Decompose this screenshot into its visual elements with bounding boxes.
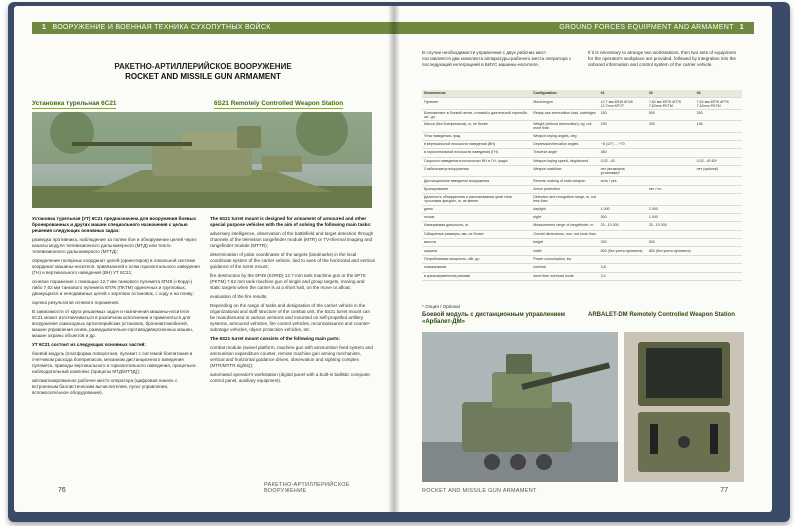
en-intro: The 6S21 turret mount is designed for armament of armoured and other special purpose vehicles with the aim of solving the following main tasks:	[210, 216, 372, 227]
table-cell: Remote cocking of main weapon	[531, 177, 598, 185]
en-item-4: evaluation of the fire results.	[210, 294, 268, 299]
table-cell: ширина	[422, 247, 531, 255]
table-cell: height	[531, 239, 598, 247]
table-row	[422, 205, 742, 213]
table-row	[422, 98, 742, 109]
table-row	[422, 272, 742, 280]
table-cell: нет (optional)	[695, 166, 742, 177]
table-cell	[695, 149, 742, 157]
table-cell	[695, 239, 742, 247]
table-row	[422, 239, 742, 247]
table-cell: Измеряемая дальность, м	[422, 222, 531, 230]
en-part-1: combat module (swivel platform, machine gun with ammunition feed system and ammunition expenditure counter, remote machine gun arming mechanism, vertical and horizontal guidance drives, observation and sighting complex (MTR/MTTR sights));	[210, 345, 373, 368]
table-cell: есть / yes	[599, 177, 647, 185]
right-footer: ROCKET AND MISSILE GUN ARMAMENT	[422, 488, 537, 494]
table-cell: высота	[422, 239, 531, 247]
table-cell	[695, 230, 742, 238]
table-cell	[695, 272, 742, 280]
right-header-text: GROUND FORCES EQUIPMENT AND ARMAMENT	[559, 24, 734, 31]
specification-table	[422, 90, 742, 281]
table-cell: 20...10 000	[599, 222, 647, 230]
table-cell: Бронирование	[422, 185, 531, 193]
table-cell: Weapon laying angles, deg	[531, 132, 598, 140]
table-row	[422, 255, 742, 263]
left-running-header	[32, 22, 392, 34]
table-cell: Traverse angle	[531, 149, 598, 157]
ru-intro: Установка турельная (УТ) 6С21 предназначена для вооружения боевых бронированных и других машин специального назначения с целью решения следующих основных задач:	[32, 216, 197, 233]
table-cell: 20...10 000	[647, 222, 695, 230]
table-row	[422, 247, 742, 255]
title-russian: РАКЕТНО-АРТИЛЛЕРИЙСКОЕ ВООРУЖЕНИЕ	[114, 62, 292, 71]
table-cell	[599, 194, 647, 205]
table-cell: номинальная	[422, 264, 531, 272]
table-cell	[695, 222, 742, 230]
en-item-3: fire destruction by the 6P49 (KORD) 12.7 mm tank machine gun or the 6P7K (PKTM) 7.62 mm tank machine gun of single and group targets, moving and static targets when the carrier is at a short halt, on the move or afloat;	[210, 273, 366, 290]
table-cell: Пулемет	[422, 98, 531, 109]
book-gutter	[388, 6, 400, 512]
table-cell	[695, 140, 742, 148]
table-cell: −8 (10°) ... +70	[599, 140, 647, 148]
table-cell: 800 (без учета пулемета)	[599, 247, 647, 255]
table-cell	[695, 213, 742, 221]
table-cell: в кратковременном режиме	[422, 272, 531, 280]
en-part-2: automated operator's workstation (digital panel with a built-in ballistic computer, control panel, auxiliary equipment).	[210, 372, 371, 383]
table-cell: 7,62 мм 6П7К 6P7K 7.62mm PKTM	[695, 98, 742, 109]
ru-item-4: оценка результатов огневого поражения.	[32, 300, 120, 305]
title-english: ROCKET AND MISSILE GUN ARMAMENT	[125, 72, 281, 81]
table-cell	[647, 132, 695, 140]
table-cell: Ready-use ammunition load, cartridges	[531, 109, 598, 120]
table-row	[422, 213, 742, 221]
turret-photo	[32, 112, 372, 208]
section-title-ru: Установка турельная 6С21	[32, 100, 117, 107]
table-cell	[695, 255, 742, 263]
table-cell	[647, 177, 695, 185]
table-cell	[599, 185, 647, 193]
right-running-header	[392, 22, 754, 34]
weapon-station-photo	[422, 332, 618, 482]
table-cell: нет / no	[647, 185, 695, 193]
table-cell: 360	[599, 149, 647, 157]
en-parts-title: The 6S21 turret mount consists of the following main parts:	[210, 336, 340, 341]
table-cell: Measurement range of rangefinder, m	[531, 222, 598, 230]
table-cell: 920	[599, 239, 647, 247]
table-cell: Detection and recognition range, m, not less than	[531, 194, 598, 205]
table-cell: в вертикальной плоскости наведения (ВН)	[422, 140, 531, 148]
table-cell: 600	[647, 239, 695, 247]
table-cell: 3,8	[599, 264, 647, 272]
table-cell: 800 (без учета пулемета)	[647, 247, 695, 255]
table-cell: 230	[599, 121, 647, 132]
table-row	[422, 121, 742, 132]
left-footer: РАКЕТНО-АРТИЛЛЕРИЙСКОЕ ВООРУЖЕНИЕ	[264, 482, 350, 494]
ru-part-1: боевой модуль (платформа поворотная, пулемет с системой боепитания и счетчиком расхода боеприпасов, механизм дистанционного взведения пулемета, приводы вертикального и горизонтального наведения, прицельно-наблюдательный комплекс (прицелы МТД/МТТД));	[32, 351, 197, 374]
table-cell: Стабилизатор вооружения	[422, 166, 531, 177]
table-cell: Machinegun	[531, 98, 598, 109]
table-cell: Weapon laying speed, deg/second	[531, 157, 598, 165]
table-cell: в горизонтальной плоскости наведения (ГН)	[422, 149, 531, 157]
table-cell	[647, 255, 695, 263]
section-title-en: 6S21 Remotely Controlled Weapon Station	[214, 100, 344, 107]
table-cell: Скорости наведения в плоскостях ВН и ГН, град/с	[422, 157, 531, 165]
table-cell: 136	[695, 121, 742, 132]
table-cell: днем	[422, 205, 531, 213]
table-cell: Боекомплект в боевой ленте, готовый к длительной стрельбе, шт., до	[422, 109, 531, 120]
table-cell: Overall dimensions, mm, not more than	[531, 230, 598, 238]
table-footnote: * Опция / Optional	[422, 304, 460, 309]
table-cell	[647, 140, 695, 148]
table-cell: Потребляемая мощность, кВт, до	[422, 255, 531, 263]
table-row	[422, 194, 742, 205]
table-cell: 7,62 мм 6П7К 6П7К 7.62mm PKTM	[647, 98, 695, 109]
table-cell	[647, 230, 695, 238]
table-row	[422, 109, 742, 120]
table-row	[422, 132, 742, 140]
table-row	[422, 185, 742, 193]
left-header-number: 1	[42, 24, 47, 31]
right-page	[392, 6, 772, 512]
photo-caption-en: ARBALET-DM Remotely Controlled Weapon Station	[588, 312, 735, 318]
table-cell: Габаритные размеры, мм, не более	[422, 230, 531, 238]
right-intro-ru: В случае необходимости управления с двух рабочих мест поставляется два комплекта аппаратуры рабочего места оператора с последующей интеграцией в БИУС машины-носителя.	[422, 50, 572, 67]
table-cell: 200	[647, 121, 695, 132]
table-cell: short time overload mode	[531, 272, 598, 280]
table-cell	[695, 247, 742, 255]
table-cell	[695, 205, 742, 213]
ru-item-3: огневое поражение с помощью 12,7 мм танкового пулемета 6П49 («Корд») либо 7,62 мм танкового пулемета 6П7К (ПКТМ) одиночных и групповых, движущихся и неподвижных целей с коротких остановок, с ходу и на плаву;	[32, 279, 194, 296]
table-header-cell: 01	[599, 90, 647, 98]
table-cell	[647, 194, 695, 205]
table-cell	[695, 185, 742, 193]
table-row	[422, 177, 742, 185]
table-cell	[695, 264, 742, 272]
table-cell: 1 000	[599, 205, 647, 213]
table-cell	[647, 157, 695, 165]
table-cell: ночью	[422, 213, 531, 221]
table-cell	[695, 132, 742, 140]
en-item-1: adversary intelligence, observation of the battlefield and target detection through channels of the television rangefinder module (MTR) or TV-thermal imaging and rangefinder module (MTTR);	[210, 231, 374, 248]
table-cell: Дальность обнаружения и распознавания цели типа «ростовая фигура», м, не менее	[422, 194, 531, 205]
ru-parts-title: УТ 6С21 состоит из следующих основных частей:	[32, 342, 146, 347]
table-cell: Armor protection	[531, 185, 598, 193]
table-cell: 500	[647, 109, 695, 120]
left-header-text: ВООРУЖЕНИЕ И ВОЕННАЯ ТЕХНИКА СУХОПУТНЫХ ВОЙСК	[52, 24, 271, 31]
ru-paragraph: В зависимости от круга решаемых задач и назначения машины-носителя 6С21 может изготавливаться в различном исполнении и применяться для вооружения самоходных артиллерийских установок, бронеавтомобилей, машин управления огнем, разведывательно-противодиверсионных машин, машин охраны объектов и др.	[32, 309, 194, 338]
table-cell: daylight	[531, 205, 598, 213]
table-row	[422, 166, 742, 177]
table-cell: Depression/elevation angles	[531, 140, 598, 148]
table-row	[422, 149, 742, 157]
right-intro-en: If it is necessary to arrange two workstations, then two sets of equipment for the operator's workplace are provided, followed by integration into the onboard information and control system of the carrier vehicle.	[588, 50, 736, 67]
table-header-cell: Configuration	[531, 90, 598, 98]
table-cell: 0,02...40 60*	[695, 157, 742, 165]
table-cell: 12,7 мм 6П49 6П49 12.7mm KPVT	[599, 98, 647, 109]
table-cell: 150	[599, 109, 647, 120]
table-header-cell: 02	[647, 90, 695, 98]
table-row	[422, 230, 742, 238]
table-cell	[599, 132, 647, 140]
table-cell: 250	[695, 109, 742, 120]
table-cell	[695, 177, 742, 185]
left-column-en	[210, 216, 376, 387]
table-cell: width	[531, 247, 598, 255]
table-cell: Дистанционное взведение вооружения	[422, 177, 531, 185]
table-row	[422, 222, 742, 230]
right-header-number: 1	[739, 24, 744, 31]
table-cell: nominal	[531, 264, 598, 272]
table-cell: night	[531, 213, 598, 221]
ru-part-2: автоматизированное рабочее место оператора (цифровая панель с встроенным баллистическим вычислителем, пульт управления, вспомогательное оборудование).	[32, 378, 178, 395]
table-cell: Weight (without ammunition), kg, not more than	[531, 121, 598, 132]
table-header-cell: Исполнение	[422, 90, 531, 98]
table-row	[422, 140, 742, 148]
table-cell: 0,02...40	[599, 157, 647, 165]
table-cell	[695, 194, 742, 205]
table-cell	[647, 264, 695, 272]
table-cell: Weapon stabilizer	[531, 166, 598, 177]
table-cell	[599, 230, 647, 238]
left-page	[14, 6, 392, 512]
table-cell	[647, 166, 695, 177]
en-paragraph: Depending on the range of tasks and designation of the carrier vehicle in the organizational and staff structure of the combat unit, the 6S21 turret mount can be manufactured in various versions and mounted on self-propelled artillery systems, armoured vehicles, fire control vehicles, reconnaissance and counter-sabotage vehicles, object protection vehicles, etc.	[210, 303, 371, 332]
table-cell: 500	[599, 213, 647, 221]
right-page-number: 77	[720, 487, 728, 494]
table-cell	[647, 149, 695, 157]
table-cell	[599, 255, 647, 263]
table-cell: Power consumption, kw	[531, 255, 598, 263]
table-cell: нет (возможна установка)*	[599, 166, 647, 177]
ru-item-1: разведка противника, наблюдение за полем боя и обнаружение целей через каналы модуля телевизионного дальномерного (МТД) или тепло-телевизионного дальномерного (МТТД);	[32, 237, 197, 254]
photo-caption-ru: Боевой модуль с дистанционным управлением «Арбалет-ДМ»	[422, 312, 566, 325]
control-panel-photo	[624, 332, 744, 482]
table-cell: 2 000	[647, 205, 695, 213]
table-cell: 1 000	[647, 213, 695, 221]
table-cell: Углы наведения, град	[422, 132, 531, 140]
ru-item-2: определение полярных координат целей (ориентиров) в локальной системе координат машины-носителя, привязанной к осям горизонтального наведения (ГН) и вертикального наведения (ВН) УТ 6С21;	[32, 258, 200, 275]
table-header-cell: 03	[695, 90, 742, 98]
table-row	[422, 264, 742, 272]
left-page-number: 76	[58, 487, 66, 494]
en-item-2: determination of polar coordinates of the targets (landmarks) in the local coordinate system of the carrier vehicle, tied to axes of the horizontal and vertical guidance of the turret mount;	[210, 252, 375, 269]
table-row	[422, 157, 742, 165]
table-cell	[647, 272, 695, 280]
table-cell: Масса (без боеприпасов), кг, не более	[422, 121, 531, 132]
left-column-ru	[32, 216, 200, 399]
table-header-row	[422, 90, 742, 98]
table-cell: 3,4	[599, 272, 647, 280]
